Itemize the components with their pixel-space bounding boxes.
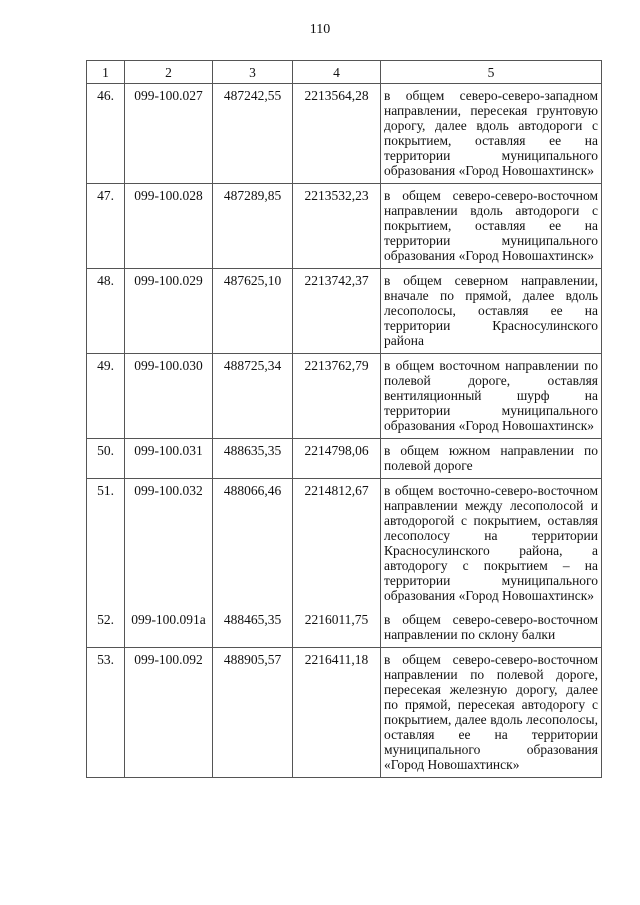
row-number: 51. [87,479,125,609]
table-row [87,648,602,778]
point-code: 099-100.030 [125,354,213,439]
coordinate-x: 487242,55 [213,84,293,184]
coordinate-x: 488465,35 [213,608,293,648]
boundary-description: в общем северном направлении, вначале по прямой, далее вдоль лесополосы, оставляя ее на территории Красносулинского района [381,269,602,354]
column-header: 2 [125,61,213,84]
boundary-description: в общем восточно-северо-восточном направлении между лесополосой и автодорогой с покрытием, оставляя лесополосу на территории Красносулинского района, а автодорогу с покрытием – на территории муниципального образования «Город Новошахтинск» [381,479,602,609]
page-number: 110 [309,22,331,37]
point-code: 099-100.091а [125,608,213,648]
row-number: 47. [87,184,125,269]
table-row [87,479,602,609]
row-number: 48. [87,269,125,354]
coordinate-y: 2216011,75 [293,608,381,648]
column-header: 1 [87,61,125,84]
table-row [87,84,602,184]
point-code: 099-100.092 [125,648,213,778]
row-number: 52. [87,608,125,648]
table-row [87,269,602,354]
row-number: 49. [87,354,125,439]
table-row [87,439,602,479]
coordinate-x: 488725,34 [213,354,293,439]
coordinate-y: 2213762,79 [293,354,381,439]
coordinate-y: 2213742,37 [293,269,381,354]
column-header: 3 [213,61,293,84]
coordinate-y: 2216411,18 [293,648,381,778]
coordinate-y: 2214812,67 [293,479,381,609]
table-row [87,608,602,648]
boundary-description: в общем северо-северо-восточном направлении вдоль автодороги с покрытием, оставляя ее на территории муниципального образования «Город Новошахтинск» [381,184,602,269]
boundary-description: в общем северо-северо-восточном направлении по склону балки [381,608,602,648]
coordinate-x: 488635,35 [213,439,293,479]
boundary-description: в общем северо-северо-западном направлении, пересекая грунтовую дорогу, далее вдоль автодороги с покрытием, оставляя ее на территории муниципального образования «Город Новошахтинск» [381,84,602,184]
row-number: 53. [87,648,125,778]
coordinate-x: 487625,10 [213,269,293,354]
row-number: 46. [87,84,125,184]
table-row [87,354,602,439]
point-code: 099-100.031 [125,439,213,479]
coordinate-x: 487289,85 [213,184,293,269]
point-code: 099-100.029 [125,269,213,354]
column-header: 5 [381,61,602,84]
row-number: 50. [87,439,125,479]
boundary-description: в общем южном направлении по полевой дороге [381,439,602,479]
coordinate-y: 2213532,23 [293,184,381,269]
table-header-row [87,61,602,84]
point-code: 099-100.027 [125,84,213,184]
coordinate-x: 488066,46 [213,479,293,609]
column-header: 4 [293,61,381,84]
coordinate-y: 2214798,06 [293,439,381,479]
coordinate-x: 488905,57 [213,648,293,778]
point-code: 099-100.028 [125,184,213,269]
boundary-description: в общем восточном направлении по полевой дороге, оставляя вентиляционный шурф на территории муниципального образования «Город Новошахтинск» [381,354,602,439]
boundary-description: в общем северо-северо-восточном направлении по полевой дороге, пересекая железную дорогу, далее по прямой, пересекая автодорогу с покрытием, далее вдоль лесополосы, оставляя ее на территории муниципального образования «Город Новошахтинск» [381,648,602,778]
boundary-points-table [86,60,602,778]
point-code: 099-100.032 [125,479,213,609]
table-row [87,184,602,269]
coordinate-y: 2213564,28 [293,84,381,184]
